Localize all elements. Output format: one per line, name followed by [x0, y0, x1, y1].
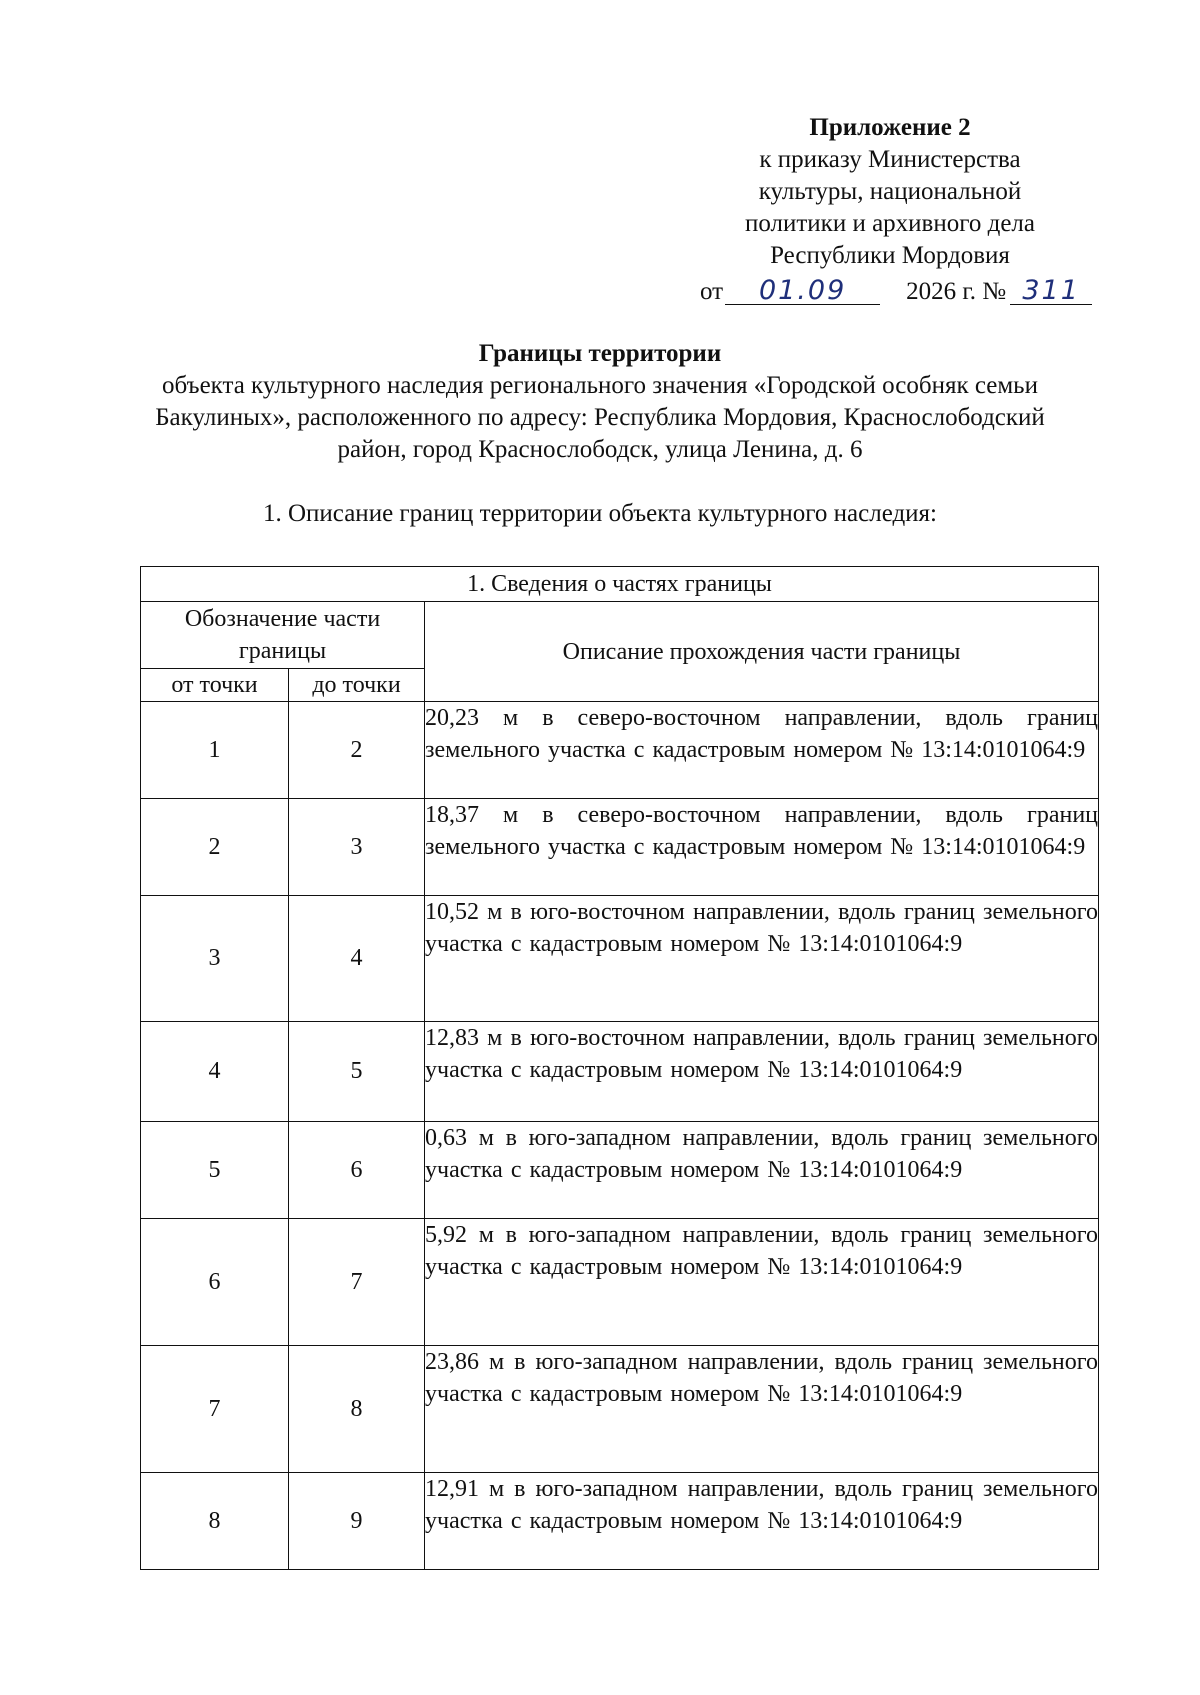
description-cell: 20,23 м в северо-восточном направлении, вдоль границ земельного участка с кадастровым номером № 13:14:0101064:9: [425, 702, 1099, 799]
appendix-line: Республики Мордовия: [770, 242, 1010, 269]
handwritten-order-number: 311: [1010, 274, 1092, 305]
section-heading: 1. Описание границ территории объекта культурного наследия:: [263, 500, 937, 527]
handwritten-date: 01.09: [725, 274, 880, 305]
header-from-point: от точки: [141, 669, 289, 702]
description-cell: 18,37 м в северо-восточном направлении, вдоль границ земельного участка с кадастровым номером № 13:14:0101064:9: [425, 799, 1099, 896]
document-title: Границы территории: [478, 340, 722, 367]
header-description: Описание прохождения части границы: [425, 602, 1099, 702]
year-text: 2026 г. №: [906, 278, 1007, 305]
appendix-block: [690, 112, 1090, 272]
document-subtitle: объекта культурного наследия регионального значения «Городской особняк семьи Бакулиных», расположенного по адресу: Республика Мордовия, Краснослободский район, город Краснослободск, улица Ленина, д. 6: [155, 372, 1045, 463]
description-cell: 12,91 м в юго-западном направлении, вдоль границ земельного участка с кадастровым номером № 13:14:0101064:9: [425, 1473, 1099, 1570]
from-point-cell: 2: [141, 799, 289, 896]
to-point-cell: 3: [289, 799, 425, 896]
from-point-cell: 7: [141, 1346, 289, 1473]
to-point-cell: 8: [289, 1346, 425, 1473]
to-point-cell: 6: [289, 1122, 425, 1219]
to-point-cell: 5: [289, 1022, 425, 1122]
header-to-point: до точки: [289, 669, 425, 702]
from-point-cell: 5: [141, 1122, 289, 1219]
table-row: [141, 1346, 1099, 1473]
document-title-block: [40, 338, 1160, 466]
header-designation: Обозначение части границы: [141, 602, 425, 669]
date-prefix: от: [700, 278, 724, 305]
to-point-cell: 9: [289, 1473, 425, 1570]
order-date-line: [700, 274, 1120, 309]
table-row: [141, 799, 1099, 896]
to-point-cell: 7: [289, 1219, 425, 1346]
description-cell: 12,83 м в юго-восточном направлении, вдоль границ земельного участка с кадастровым номером № 13:14:0101064:9: [425, 1022, 1099, 1122]
appendix-line: культуры, национальной: [758, 178, 1022, 205]
from-point-cell: 3: [141, 896, 289, 1022]
table-row: [141, 1219, 1099, 1346]
appendix-line: к приказу Министерства: [759, 146, 1021, 173]
to-point-cell: 2: [289, 702, 425, 799]
table-row: [141, 1473, 1099, 1570]
table-row: [141, 702, 1099, 799]
table-row: [141, 896, 1099, 1022]
description-cell: 23,86 м в юго-западном направлении, вдоль границ земельного участка с кадастровым номером № 13:14:0101064:9: [425, 1346, 1099, 1473]
from-point-cell: 1: [141, 702, 289, 799]
from-point-cell: 4: [141, 1022, 289, 1122]
table-row: [141, 1022, 1099, 1122]
appendix-line: политики и архивного дела: [744, 210, 1036, 237]
appendix-heading: Приложение 2: [809, 114, 971, 141]
description-cell: 0,63 м в юго-западном направлении, вдоль границ земельного участка с кадастровым номером № 13:14:0101064:9: [425, 1122, 1099, 1219]
to-point-cell: 4: [289, 896, 425, 1022]
from-point-cell: 8: [141, 1473, 289, 1570]
description-cell: 10,52 м в юго-восточном направлении, вдоль границ земельного участка с кадастровым номером № 13:14:0101064:9: [425, 896, 1099, 1022]
from-point-cell: 6: [141, 1219, 289, 1346]
table-row: [141, 1122, 1099, 1219]
table-caption: 1. Сведения о частях границы: [141, 567, 1099, 602]
boundary-parts-table: [140, 566, 1099, 1570]
description-cell: 5,92 м в юго-западном направлении, вдоль границ земельного участка с кадастровым номером № 13:14:0101064:9: [425, 1219, 1099, 1346]
